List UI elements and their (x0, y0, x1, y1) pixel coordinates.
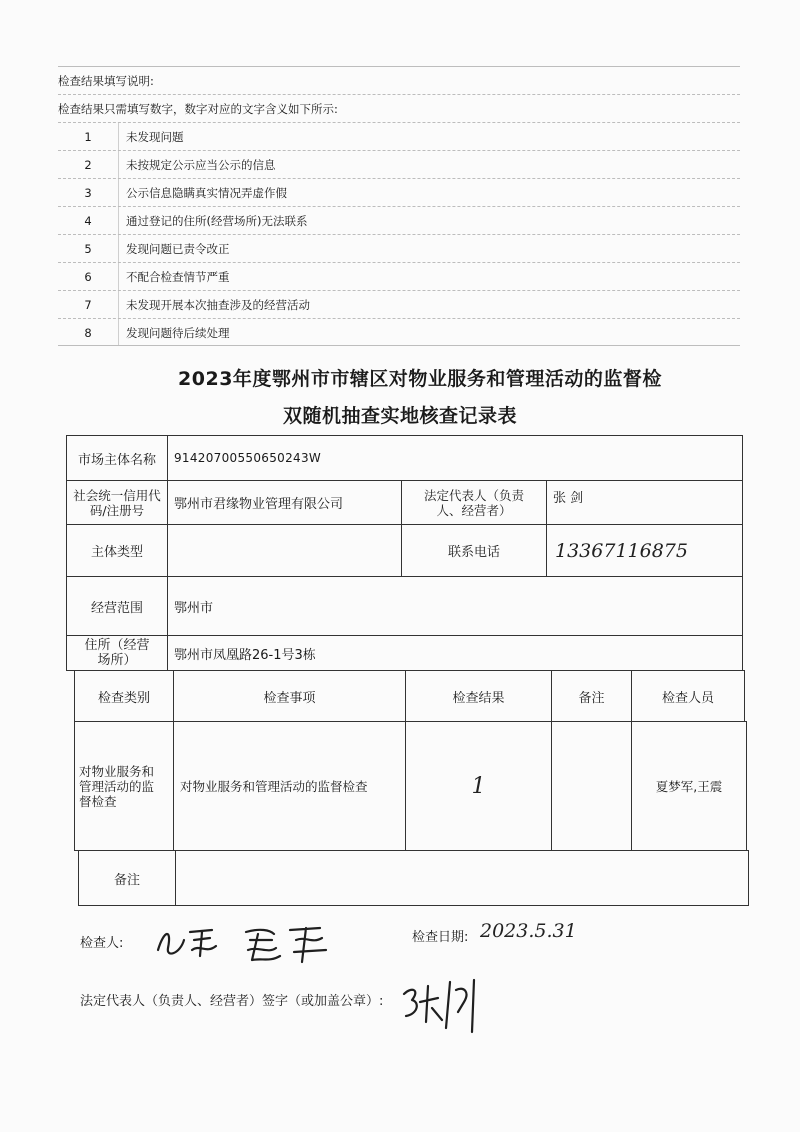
row-category: 对物业服务和管理活动的监督检查 (74, 721, 174, 851)
credit-code-value: 鄂州市君缘物业管理有限公司 (167, 480, 402, 525)
header-inspector: 检查人员 (631, 670, 745, 722)
form-title-line2: 双随机抽查实地核查记录表 (282, 405, 517, 427)
address-value: 鄂州市凤凰路26-1号3栋 (167, 635, 743, 671)
market-entity-label: 市场主体名称 (66, 435, 168, 481)
header-remark: 备注 (551, 670, 632, 722)
legend-item-label: 公示信息隐瞒真实情况弄虚作假 (126, 186, 287, 200)
address-label: 住所（经营场所） (66, 635, 168, 671)
legend-item (58, 122, 740, 150)
notes-value (175, 850, 749, 906)
legend-item-number: 3 (58, 179, 119, 206)
legend-item (58, 290, 740, 318)
legend-heading-row (58, 66, 740, 94)
row-inspector: 夏梦军,王震 (631, 721, 747, 851)
legend-item-number: 2 (58, 151, 119, 178)
legend-item (58, 206, 740, 234)
legend-item (58, 318, 740, 346)
legend-item (58, 234, 740, 262)
header-result: 检查结果 (405, 670, 552, 722)
legend-item-label: 通过登记的住所(经营场所)无法联系 (126, 214, 308, 228)
legend-item-label: 未发现开展本次抽查涉及的经营活动 (126, 298, 310, 312)
entity-type-value (167, 524, 402, 577)
legal-rep-signature (398, 972, 498, 1042)
legend-item-number: 4 (58, 207, 119, 234)
legal-rep-signature-label: 法定代表人（负责人、经营者）签字（或加盖公章）: (80, 994, 384, 1009)
header-item: 检查事项 (173, 670, 406, 722)
legend-item-number: 1 (58, 123, 119, 150)
business-scope-value: 鄂州市 (167, 576, 743, 636)
legend-item-number: 7 (58, 291, 119, 318)
header-category: 检查类别 (74, 670, 174, 722)
legend-item-label: 未按规定公示应当公示的信息 (126, 158, 276, 172)
inspection-date-label: 检查日期: (412, 930, 469, 945)
legal-rep-label: 法定代表人（负责人、经营者） (401, 480, 547, 525)
legend-item-number: 5 (58, 235, 119, 262)
phone-value: 13367116875 (546, 524, 743, 577)
inspector-signature (150, 910, 350, 970)
notes-label: 备注 (78, 850, 176, 906)
entity-type-label: 主体类型 (66, 524, 168, 577)
legal-rep-value: 张 剑 (546, 480, 743, 525)
credit-code-label: 社会统一信用代码/注册号 (66, 480, 168, 525)
legend-item-label: 发现问题待后续处理 (126, 326, 230, 340)
legend-intro: 检查结果只需填写数字，数字对应的文字含义如下所示: (58, 102, 338, 116)
legend-item (58, 150, 740, 178)
row-result: 1 (405, 721, 552, 851)
row-remark (551, 721, 632, 851)
legend-item-number: 6 (58, 263, 119, 290)
legend-item-label: 未发现问题 (126, 130, 184, 144)
legend-item (58, 262, 740, 290)
legend-intro-row (58, 94, 740, 122)
inspector-label: 检查人: (80, 936, 124, 951)
legend-item-number: 8 (58, 319, 119, 345)
inspection-date-value: 2023.5.31 (480, 920, 577, 942)
legend-item-label: 发现问题已责令改正 (126, 242, 230, 256)
legend-heading: 检查结果填写说明: (58, 74, 154, 88)
result-legend (58, 66, 740, 346)
form-title-line1: 2023年度鄂州市市辖区对物业服务和管理活动的监督检 (178, 368, 662, 390)
legend-item (58, 178, 740, 206)
business-scope-label: 经营范围 (66, 576, 168, 636)
legend-item-label: 不配合检查情节严重 (126, 270, 230, 284)
market-entity-value: 91420700550650243W (167, 435, 743, 481)
phone-label: 联系电话 (401, 524, 547, 577)
row-item: 对物业服务和管理活动的监督检查 (173, 721, 406, 851)
